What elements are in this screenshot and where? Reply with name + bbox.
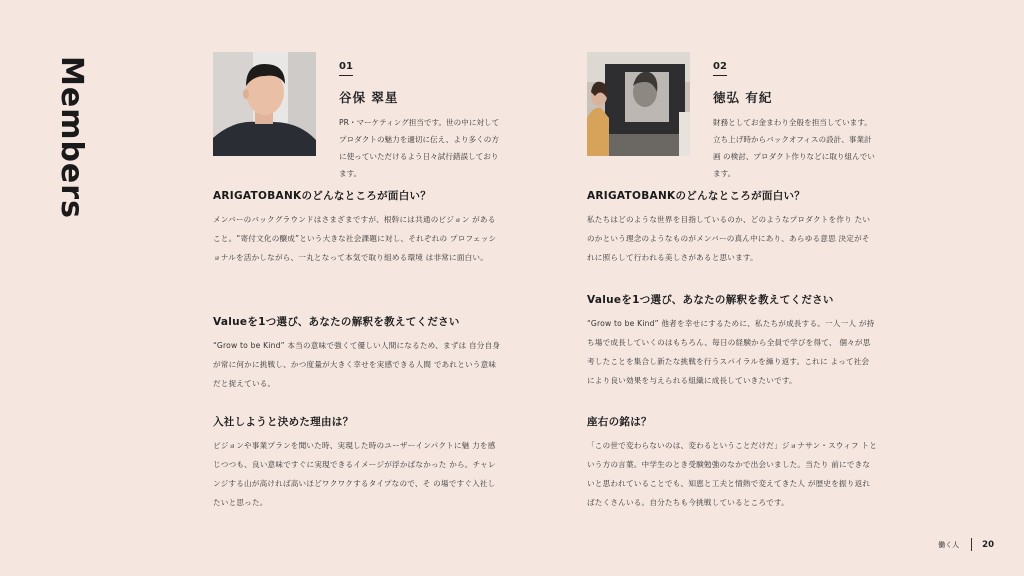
question-heading: Valueを1つ選び、あなたの解釈を教えてください xyxy=(213,316,460,328)
section-label: 働く人 xyxy=(938,540,960,549)
page-number: 20 xyxy=(982,539,994,550)
qa-item-1 xyxy=(213,188,503,267)
answer-text: 私たちはどのような世界を目指しているのか、どのようなプロダクトを作り たいのかという理念のようなものがメンバーの真ん中にあり、あらゆる意思 決定がそれに照らして行われる美しさがあると思います。 xyxy=(587,215,871,262)
answer-text: “Grow to be Kind” 本当の意味で強くて優しい人間になるため、まずは 自分自身が常に何かに挑戦し、かつ度量が大きく幸せを実感できる人間 であれという意味だと捉えている。 xyxy=(213,341,501,388)
answer-text: ビジョンや事業プランを聞いた時、実現した時のユーザーインパクトに魅 力を感じつつも、良い意味ですぐに実現できるイメージが浮かばなかった から。チャレンジする山が高ければ高いほどワクワクするタイプなので、そ の場ですぐ入社したいと思った。 xyxy=(213,441,496,507)
answer-text: メンバーのバックグラウンドはさまざまですが、根幹には共通のビジョン があること。“寄付文化の醸成”という大きな社会課題に対し、それぞれの プロフェッショナルを活かしながら、一丸となって本気で取り組める環境 は非常に面白い。 xyxy=(213,215,497,262)
question-heading: 入社しようと決めた理由は？ xyxy=(213,416,354,428)
member-role-description: 財務としてお金まわり全般を担当しています。 立ち上げ時からバックオフィスの設計、事業計画 の検討、プロダクト作りなどに取り組んでいます。 xyxy=(713,118,875,178)
answer-text: 「この世で変わらないのは、変わるということだけだ」ジョナサン・スウィフ トという方の言葉。中学生のとき受験勉強のなかで出会いました。当たり 前にできないと思われていることでも、知恵と工夫と情熱で変えてきた人 が歴史を振り返ればたくさんいる。自分たちも今挑戦しているところです。 xyxy=(587,441,877,507)
footer-divider xyxy=(971,538,972,551)
portrait-image xyxy=(213,52,316,156)
profile-header xyxy=(213,52,503,178)
question-heading: Valueを1つ選び、あなたの解釈を教えてください xyxy=(587,294,834,306)
member-profile-2 xyxy=(587,52,877,507)
member-profile-1 xyxy=(213,52,503,507)
page-title: Members xyxy=(54,56,89,219)
member-name: 徳弘 有紀 xyxy=(713,90,773,105)
answer-text: “Grow to be Kind” 他者を幸せにするために、私たちが成長する。一人一人 が持ち場で成長していくのはもちろん、毎日の経験から全員で学びを得て、 個々が思考したことを集合し新たな挑戦を行うスパイラルを繰り返す。これに よって社会により良い効果を与えられる組織に成長していきたいです。 xyxy=(587,319,875,385)
question-heading: ARIGATOBANKのどんなところが面白い？ xyxy=(213,190,432,202)
member-name: 谷保 翠星 xyxy=(339,90,399,105)
qa-item-2 xyxy=(213,314,503,393)
qa-item-1 xyxy=(587,188,877,267)
member-number: 01 xyxy=(339,61,353,76)
member-photo xyxy=(213,52,316,156)
portrait-image xyxy=(587,52,690,156)
qa-item-2 xyxy=(587,292,877,390)
member-role-description: PR・マーケティング担当です。世の中に対して プロダクトの魅力を適切に伝え、より多くの方 に使っていただけるよう日々試行錯誤しており ます。 xyxy=(339,118,500,178)
qa-item-3 xyxy=(213,414,503,512)
profile-header xyxy=(587,52,877,178)
question-heading: ARIGATOBANKのどんなところが面白い？ xyxy=(587,190,806,202)
page-footer xyxy=(938,538,994,551)
question-heading: 座右の銘は？ xyxy=(587,416,652,428)
qa-item-3 xyxy=(587,414,877,512)
member-photo xyxy=(587,52,690,156)
member-number: 02 xyxy=(713,61,727,76)
